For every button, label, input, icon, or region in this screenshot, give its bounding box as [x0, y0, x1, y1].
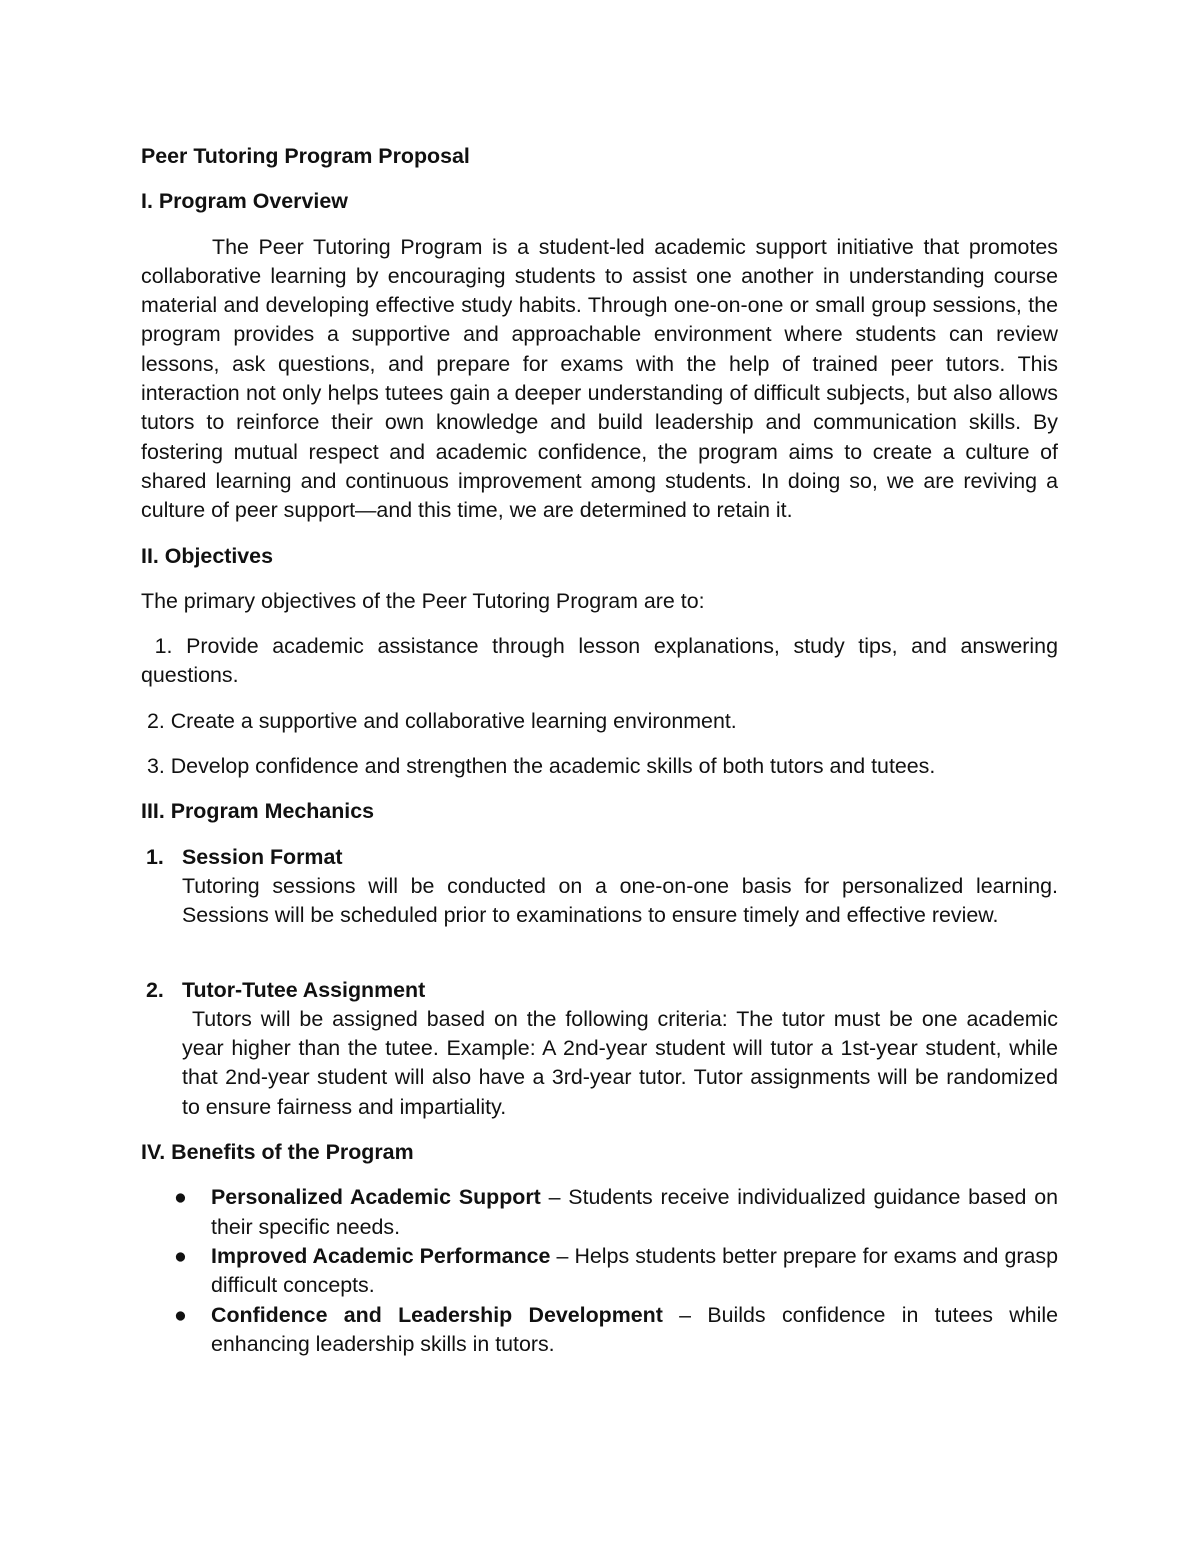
benefit-term: Confidence and Leadership Development: [211, 1302, 663, 1327]
overview-paragraph: The Peer Tutoring Program is a student-led academic support initiative that promotes collaborative learning by encouraging students to assist one another in understanding course material and developing effective study habits. Through one-on-one or small group sessions, the program provides a supportive and approachable environment where students can review lessons, ask questions, and prepare for exams with the help of trained peer tutors. This interaction not only helps tutees gain a deeper understanding of difficult subjects, but also allows tutors to reinforce their own knowledge and build leadership and communication skills. By fostering mutual respect and academic confidence, the program aims to create a culture of shared learning and continuous improvement among students. In doing so, we are reviving a culture of peer support—and this time, we are determined to retain it.: [141, 234, 1058, 523]
document-page: [141, 142, 1064, 1359]
objective-item-1: 1. Provide academic assistance through lesson explanations, study tips, and answering questions.: [141, 634, 1064, 688]
benefit-description: – Helps students better prepare for exams and grasp difficult concepts.: [211, 1243, 1058, 1298]
section-heading-objectives: II. Objectives: [141, 543, 273, 568]
mechanics-item-number: 1.: [146, 844, 164, 869]
section-heading-overview: I. Program Overview: [141, 189, 348, 214]
mechanics-item-title: Tutor-Tutee Assignment: [182, 977, 426, 1002]
mechanics-list: [141, 843, 1058, 1122]
benefit-term: Improved Academic Performance: [211, 1243, 551, 1268]
section-heading-mechanics: III. Program Mechanics: [141, 799, 374, 824]
benefits-list: [141, 1183, 1058, 1359]
benefit-term: Personalized Academic Support: [211, 1185, 541, 1210]
document-title: Peer Tutoring Program Proposal: [141, 144, 470, 168]
bullet-icon: ●: [174, 1185, 187, 1210]
benefit-description: – Students receive individualized guidance based on their specific needs.: [211, 1185, 1059, 1239]
benefit-description: – Builds confidence in tutees while enhancing leadership skills in tutors.: [211, 1302, 1058, 1356]
objective-item-3: 3. Develop confidence and strengthen the academic skills of both tutors and tutees.: [141, 754, 936, 779]
objectives-intro: The primary objectives of the Peer Tutoring Program are to:: [141, 588, 705, 613]
objective-item-2: 2. Create a supportive and collaborative learning environment.: [141, 708, 737, 733]
benefit-item-improved-performance: [141, 1242, 1058, 1301]
mechanics-item-body: Tutors will be assigned based on the following criteria: The tutor must be one academic year higher than the tutee. Example: A 2nd-year student will tutor a 1st-year student, while that 2nd-year student will also have a 3rd-year tutor. Tutor assignments will be randomized to ensure fairness and impartiality.: [182, 1006, 1058, 1119]
mechanics-item-number: 2.: [146, 977, 164, 1002]
mechanics-item-session-format: [141, 843, 1058, 931]
mechanics-item-tutor-assignment: [141, 976, 1058, 1122]
benefit-item-confidence-leadership: [141, 1301, 1058, 1360]
mechanics-item-title: Session Format: [182, 844, 343, 869]
bullet-icon: ●: [174, 1302, 187, 1327]
section-heading-benefits: IV. Benefits of the Program: [141, 1140, 414, 1165]
mechanics-item-body: Tutoring sessions will be conducted on a one-on-one basis for personalized learning. Sessions will be scheduled prior to examinations to ensure timely and effective review.: [182, 873, 1058, 928]
bullet-icon: ●: [174, 1243, 187, 1268]
benefit-item-personalized-support: [141, 1183, 1058, 1242]
